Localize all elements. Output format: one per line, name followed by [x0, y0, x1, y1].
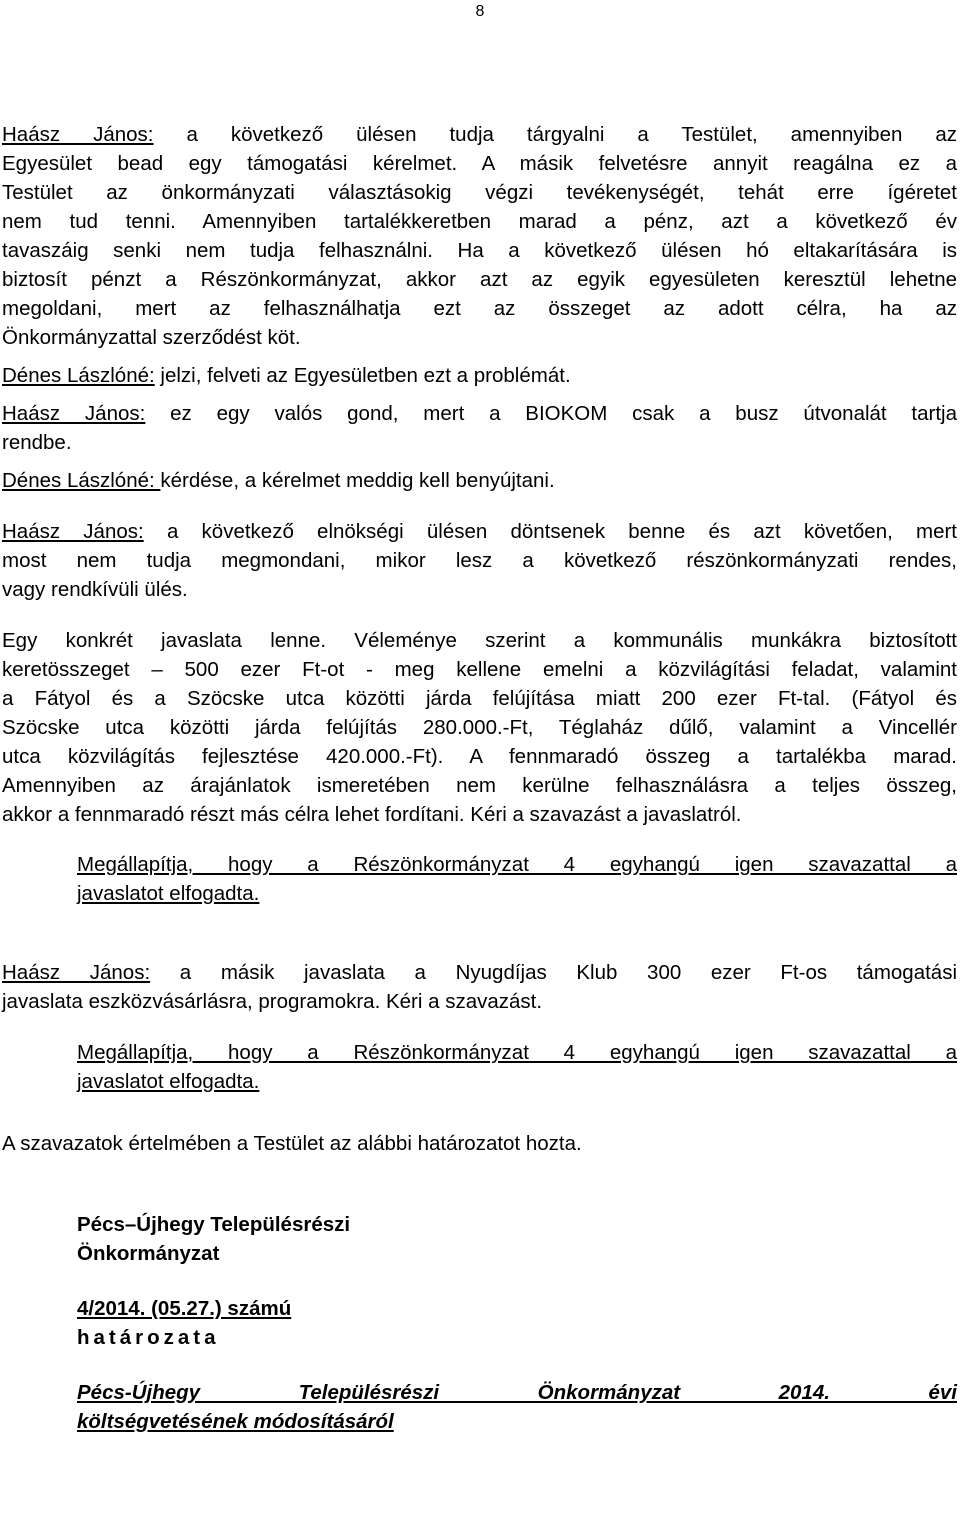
speaker-name: Dénes Lászlóné:	[2, 469, 161, 492]
text-line: Haász János: ez egy valós gond, mert a BIOKOM csak a busz útvonalát tartja	[2, 402, 958, 425]
resolution-issuer	[77, 1210, 957, 1268]
text-line: Pécs–Újhegy Településrészi	[77, 1213, 351, 1236]
text-line: utca közvilágítás fejlesztése 420.000.-Ft). A fennmaradó összeg a tartalékba marad.	[2, 745, 957, 768]
text-line: Testület az önkormányzati választásokig végzi tevékenységét, tehát erre ígéretet	[2, 181, 957, 204]
text-line: biztosít pénzt a Részönkormányzat, akkor azt az egyik egyesületen keresztül lehetne	[2, 268, 957, 291]
text-line: Egyesület bead egy támogatási kérelmet. A másik felvetésre annyit reagálna ez a	[2, 152, 957, 175]
paragraph-haasz-2	[2, 399, 957, 457]
text-line: javaslatot elfogadta.	[77, 882, 260, 905]
resolution-number-block	[77, 1294, 957, 1352]
text-line: tavaszáig senki nem tudja felhasználni. Ha a következő ülésen hó eltakarítására is	[2, 239, 957, 262]
text-line: Megállapítja, hogy a Részönkormányzat 4 egyhangú igen szavazattal a	[77, 853, 957, 876]
text-line: Haász János: a következő ülésen tudja tárgyalni a Testület, amennyiben az	[2, 123, 957, 146]
speaker-name: Haász János:	[2, 402, 146, 425]
text-line: megoldani, mert az felhasználhatja ezt az összeget az adott célra, ha az	[2, 297, 957, 320]
resolution-title	[77, 1378, 957, 1436]
vote-finding-2	[77, 1038, 957, 1096]
paragraph-proposal	[2, 626, 957, 829]
text-line: rendbe.	[2, 431, 72, 454]
vote-finding-1	[77, 850, 957, 908]
text-line: Megállapítja, hogy a Részönkormányzat 4 egyhangú igen szavazattal a	[77, 1041, 957, 1064]
speaker-name: Haász János:	[2, 123, 154, 146]
text-line: javaslatot elfogadta.	[77, 1070, 260, 1093]
text-line: keretösszeget – 500 ezer Ft-ot - meg kellene emelni a közvilágítási feladat, valamint	[2, 658, 957, 681]
paragraph-denes-1: Dénes Lászlóné: jelzi, felveti az Egyesületben ezt a problémát.	[2, 364, 571, 387]
resolution-number: 4/2014. (05.27.) számú	[77, 1297, 292, 1320]
document-body	[2, 120, 957, 1436]
text-line: Haász János: a következő elnökségi ülésen döntsenek benne és azt követően, mert	[2, 520, 958, 543]
text-line: Egy konkrét javaslata lenne. Véleménye szerint a kommunális munkákra biztosított	[2, 629, 957, 652]
text-line: költségvetésének módosításáról	[77, 1410, 394, 1433]
text-line: Amennyiben az árajánlatok ismeretében nem kerülne felhasználásra a teljes összeg,	[2, 774, 957, 797]
paragraph-haasz-3	[2, 517, 957, 604]
speaker-name: Dénes Lászlóné:	[2, 364, 155, 387]
text-line: Önkormányzattal szerződést köt.	[2, 326, 301, 349]
page-number: 8	[475, 3, 485, 20]
text-line: Pécs-Újhegy Településrészi Önkormányzat 2014. évi	[77, 1381, 957, 1404]
text-line: most nem tudja megmondani, mikor lesz a következő részönkormányzati rendes,	[2, 549, 957, 572]
paragraph-haasz-1	[2, 120, 957, 352]
speaker-name: Haász János:	[2, 961, 151, 984]
resolution-block	[77, 1210, 957, 1436]
text-line: Szöcske utca közötti járda felújítás 280.000.-Ft, Téglaház dűlő, valamint a Vincellér	[2, 716, 957, 739]
text-line: Haász János: a másik javaslata a Nyugdíjas Klub 300 ezer Ft-os támogatási	[2, 961, 958, 984]
text-line: nem tud tenni. Amennyiben tartalékkeretben marad a pénz, azt a következő év	[2, 210, 957, 233]
text-line: javaslata eszközvásárlásra, programokra. Kéri a szavazást.	[2, 990, 543, 1013]
text-line: a Fátyol és a Szöcske utca közötti járda felújítása miatt 200 ezer Ft-tal. (Fátyol és	[2, 687, 957, 710]
paragraph-haasz-4	[2, 958, 957, 1016]
resolution-label: határozata	[77, 1326, 220, 1349]
paragraph-decision-intro: A szavazatok értelmében a Testület az alábbi határozatot hozta.	[2, 1132, 582, 1155]
text-line: akkor a fennmaradó részt más célra lehet fordítani. Kéri a szavazást a javaslatról.	[2, 803, 742, 826]
text-line: vagy rendkívüli ülés.	[2, 578, 188, 601]
paragraph-denes-2: Dénes Lászlóné: kérdése, a kérelmet meddig kell benyújtani.	[2, 469, 555, 492]
text-line: Önkormányzat	[77, 1242, 220, 1265]
speaker-name: Haász János:	[2, 520, 144, 543]
